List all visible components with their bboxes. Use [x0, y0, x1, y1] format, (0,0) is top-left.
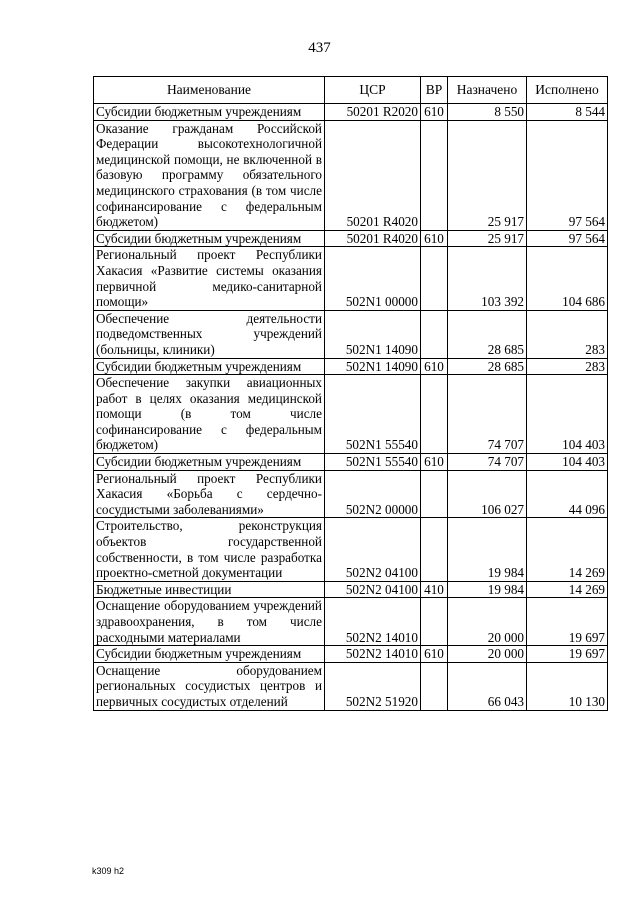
row-csr: 502N2 14010 — [325, 598, 421, 646]
row-executed: 104 403 — [527, 454, 608, 471]
row-executed: 14 269 — [527, 518, 608, 581]
row-name: Оснащение оборудованием региональных сосудистых центров и первичных сосудистых отделений — [94, 662, 325, 710]
row-assigned: 8 550 — [448, 104, 527, 121]
row-csr: 502N1 55540 — [325, 375, 421, 454]
row-vr: 410 — [421, 581, 448, 598]
header-vr: ВР — [421, 77, 448, 104]
row-executed: 104 686 — [527, 247, 608, 310]
table-row — [94, 375, 608, 454]
row-csr: 502N2 51920 — [325, 662, 421, 710]
row-assigned: 25 917 — [448, 230, 527, 247]
row-name: Оказание гражданам Российской Федерации высокотехнологичной медицинской помощи, не включенной в базовую программу обязательного медицинского страхования (в том числе софинансирование с федеральным бюджетом) — [94, 120, 325, 230]
row-assigned: 19 984 — [448, 518, 527, 581]
row-name: Субсидии бюджетным учреждениям — [94, 358, 325, 375]
row-csr: 502N1 14090 — [325, 358, 421, 375]
row-vr: 610 — [421, 358, 448, 375]
row-csr: 502N1 14090 — [325, 310, 421, 358]
row-name: Строительство, реконструкция объектов государственной собственности, в том числе разработка проектно-сметной документации — [94, 518, 325, 581]
row-assigned: 66 043 — [448, 662, 527, 710]
row-assigned: 20 000 — [448, 646, 527, 663]
table-row — [94, 454, 608, 471]
row-executed: 97 564 — [527, 120, 608, 230]
row-name: Региональный проект Республики Хакасия «Развитие системы оказания первичной медико-санитарной помощи» — [94, 247, 325, 310]
row-name: Обеспечение деятельности подведомственных учреждений (больницы, клиники) — [94, 310, 325, 358]
footer-code: k309 h2 — [92, 866, 125, 876]
row-executed: 283 — [527, 310, 608, 358]
table-header-row — [94, 77, 608, 104]
row-name: Субсидии бюджетным учреждениям — [94, 454, 325, 471]
row-csr: 502N1 55540 — [325, 454, 421, 471]
row-assigned: 106 027 — [448, 470, 527, 518]
row-vr — [421, 662, 448, 710]
row-vr: 610 — [421, 230, 448, 247]
header-csr: ЦСР — [325, 77, 421, 104]
row-name: Оснащение оборудованием учреждений здравоохранения, в том числе расходными материалами — [94, 598, 325, 646]
table-row — [94, 247, 608, 310]
row-assigned: 19 984 — [448, 581, 527, 598]
row-name: Субсидии бюджетным учреждениям — [94, 230, 325, 247]
table-row — [94, 470, 608, 518]
row-csr: 50201 R4020 — [325, 120, 421, 230]
row-assigned: 20 000 — [448, 598, 527, 646]
row-vr — [421, 598, 448, 646]
row-assigned: 103 392 — [448, 247, 527, 310]
row-vr — [421, 518, 448, 581]
row-vr — [421, 375, 448, 454]
table-row — [94, 310, 608, 358]
row-name: Обеспечение закупки авиационных работ в целях оказания медицинской помощи (в том числе софинансирование с федеральным бюджетом) — [94, 375, 325, 454]
row-executed: 283 — [527, 358, 608, 375]
row-executed: 97 564 — [527, 230, 608, 247]
table-row — [94, 598, 608, 646]
row-vr — [421, 470, 448, 518]
row-name: Бюджетные инвестиции — [94, 581, 325, 598]
header-executed: Исполнено — [527, 77, 608, 104]
row-assigned: 25 917 — [448, 120, 527, 230]
header-assigned: Назначено — [448, 77, 527, 104]
row-csr: 50201 R2020 — [325, 104, 421, 121]
row-assigned: 74 707 — [448, 375, 527, 454]
header-name: Наименование — [94, 77, 325, 104]
row-name: Субсидии бюджетным учреждениям — [94, 104, 325, 121]
row-executed: 8 544 — [527, 104, 608, 121]
row-vr — [421, 310, 448, 358]
table-row — [94, 120, 608, 230]
row-executed: 19 697 — [527, 598, 608, 646]
row-name: Субсидии бюджетным учреждениям — [94, 646, 325, 663]
row-executed: 44 096 — [527, 470, 608, 518]
row-assigned: 28 685 — [448, 358, 527, 375]
row-csr: 502N1 00000 — [325, 247, 421, 310]
row-assigned: 74 707 — [448, 454, 527, 471]
row-vr: 610 — [421, 104, 448, 121]
table-row — [94, 646, 608, 663]
row-vr: 610 — [421, 454, 448, 471]
table-row — [94, 518, 608, 581]
table-row — [94, 662, 608, 710]
table-row — [94, 104, 608, 121]
row-csr: 502N2 04100 — [325, 518, 421, 581]
row-vr: 610 — [421, 646, 448, 663]
table-row — [94, 230, 608, 247]
page-number: 437 — [308, 40, 331, 56]
row-vr — [421, 247, 448, 310]
row-executed: 10 130 — [527, 662, 608, 710]
table-row — [94, 358, 608, 375]
row-csr: 502N2 14010 — [325, 646, 421, 663]
row-assigned: 28 685 — [448, 310, 527, 358]
table-row — [94, 581, 608, 598]
row-vr — [421, 120, 448, 230]
row-executed: 14 269 — [527, 581, 608, 598]
row-name: Региональный проект Республики Хакасия «Борьба с сердечно-сосудистыми заболеваниями» — [94, 470, 325, 518]
budget-table — [93, 76, 608, 711]
row-csr: 502N2 00000 — [325, 470, 421, 518]
row-executed: 104 403 — [527, 375, 608, 454]
row-csr: 502N2 04100 — [325, 581, 421, 598]
row-csr: 50201 R4020 — [325, 230, 421, 247]
row-executed: 19 697 — [527, 646, 608, 663]
